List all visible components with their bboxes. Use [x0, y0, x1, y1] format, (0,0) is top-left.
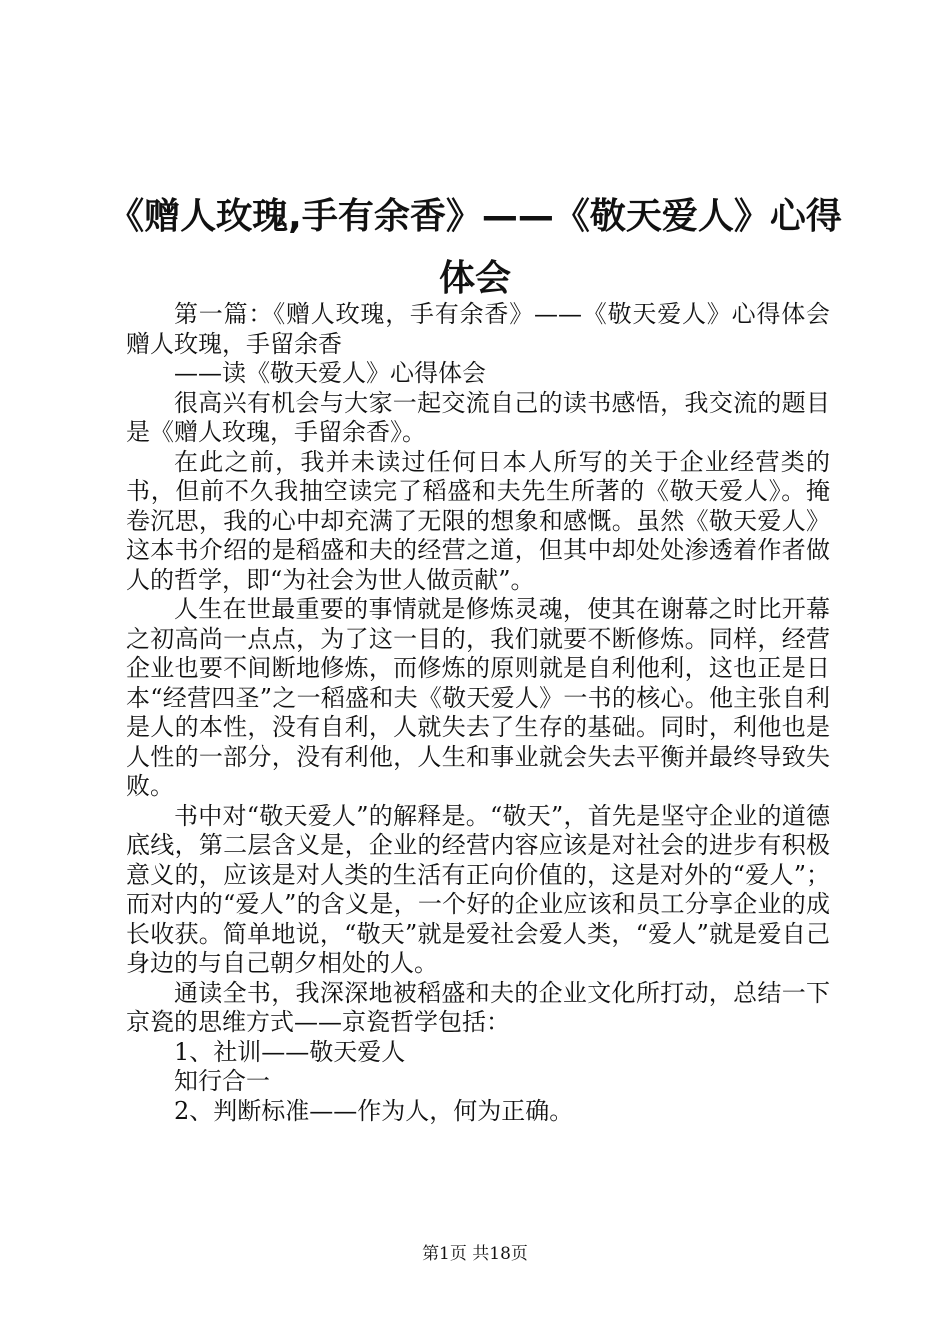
- paragraph: ——读《敬天爱人》心得体会: [174, 359, 486, 387]
- list-item: 知行合一: [174, 1067, 270, 1095]
- document-body: [126, 300, 830, 1126]
- paragraph: 很高兴有机会与大家一起交流自己的读书感悟，我交流的题目是《赠人玫瑰，手留余香》。: [126, 388, 830, 446]
- list-item: 1、社训——敬天爱人: [174, 1037, 406, 1066]
- paragraph: 人生在世最重要的事情就是修炼灵魂，使其在谢幕之时比开幕之初高尚一点点，为了这一目的，我们就要不断修炼。同样，经营企业也要不间断地修炼，而修炼的原则就是自利他利，这也正是日本“经营四圣”之一稻盛和夫《敬天爱人》一书的核心。他主张自利是人的本性，没有自利，人就失去了生存的基础。同时，利他也是人性的一部分，没有利他，人生和事业就会失去平衡并最终导致失败。: [126, 595, 830, 800]
- page-number-footer: 第1页 共18页: [422, 1244, 528, 1264]
- paragraph: 通读全书，我深深地被稻盛和夫的企业文化所打动，总结一下京瓷的思维方式——京瓷哲学包括：: [126, 978, 830, 1036]
- list-item: 2、判断标准——作为人，何为正确。: [174, 1096, 574, 1125]
- paragraph: 第一篇：《赠人玫瑰，手有余香》——《敬天爱人》心得体会赠人玫瑰，手留余香: [126, 300, 830, 358]
- paragraph: 在此之前，我并未读过任何日本人所写的关于企业经营类的书，但前不久我抽空读完了稻盛和夫先生所著的《敬天爱人》。掩卷沉思，我的心中却充满了无限的想象和感慨。虽然《敬天爱人》这本书介绍的是稻盛和夫的经营之道，但其中却处处渗透着作者做人的哲学，即“为社会为世人做贡献”。: [126, 447, 830, 594]
- paragraph: 书中对“敬天爱人”的解释是。“敬天”，首先是坚守企业的道德底线，第二层含义是，企业的经营内容应该是对社会的进步有积极意义的，应该是对人类的生活有正向价值的，这是对外的“爱人”；而对内的“爱人”的含义是，一个好的企业应该和员工分享企业的成长收获。简单地说，“敬天”就是爱社会爱人类，“爱人”就是爱自己身边的与自己朝夕相处的人。: [126, 801, 830, 977]
- document-title: 《赠人玫瑰,手有余香》——《敬天爱人》心得体会: [108, 196, 842, 299]
